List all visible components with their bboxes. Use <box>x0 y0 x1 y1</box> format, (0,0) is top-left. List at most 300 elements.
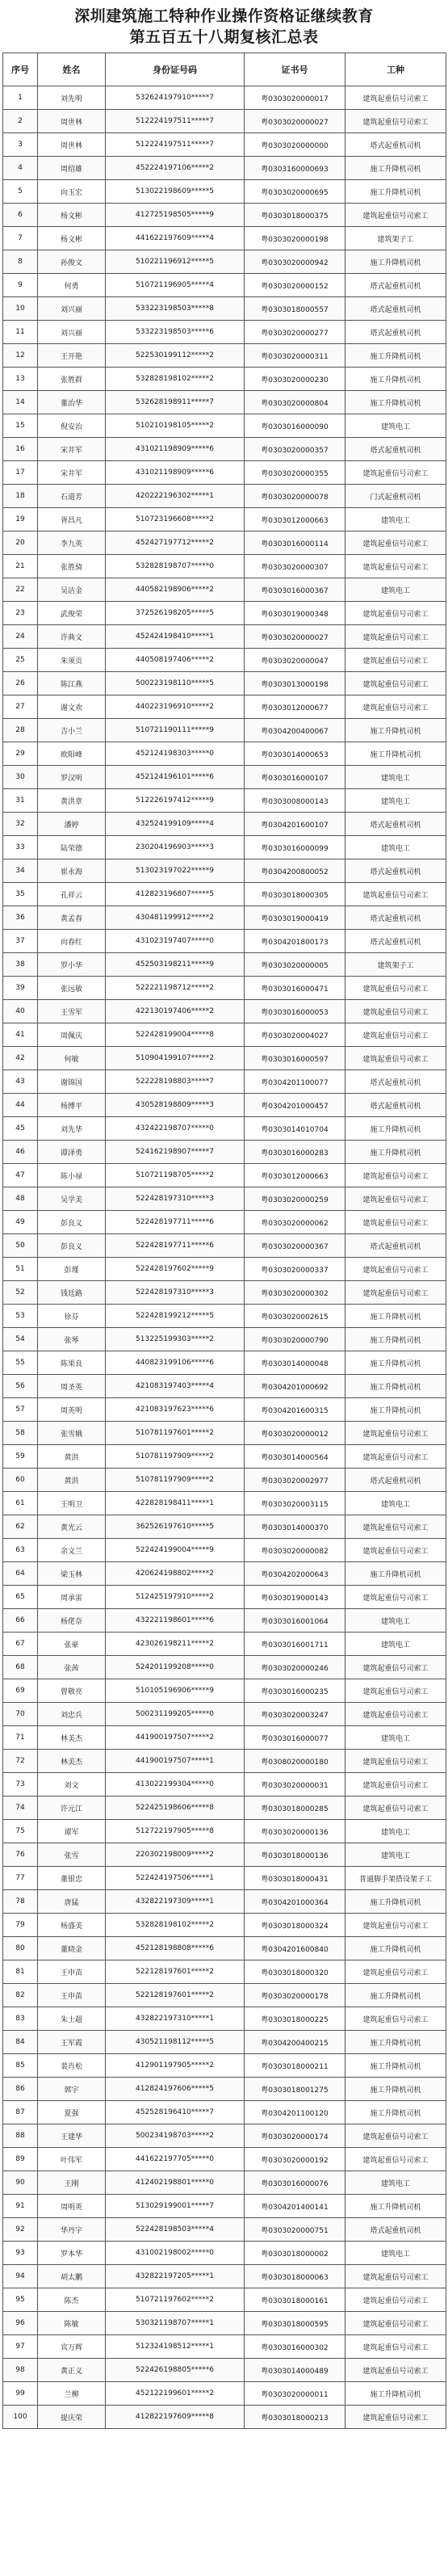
table-row <box>3 1047 446 1070</box>
table-row <box>3 859 446 883</box>
table-row <box>3 1796 446 1820</box>
cell-name: 董治华 <box>38 391 106 414</box>
table-row <box>3 1398 446 1422</box>
table-row <box>3 2218 446 2242</box>
cell-name: 周绍雄 <box>38 157 106 180</box>
cell-seq: 93 <box>3 2242 38 2265</box>
cell-job-type: 建筑起重信号司索工 <box>345 1539 446 1562</box>
cell-name: 杨盛美 <box>38 1914 106 1937</box>
cell-job-type: 施工升降机司机 <box>345 2031 446 2054</box>
cell-id-number: 510781197909*****2 <box>106 1445 245 1469</box>
table-row <box>3 1281 446 1305</box>
cell-seq: 43 <box>3 1070 38 1094</box>
cell-name: 王明卫 <box>38 1492 106 1515</box>
cell-name: 王建华 <box>38 2124 106 2148</box>
cell-cert-number: 粤0303020000198 <box>245 227 345 250</box>
cell-seq: 54 <box>3 1328 38 1351</box>
table-row <box>3 1375 446 1398</box>
table-row <box>3 86 446 110</box>
table-row <box>3 1960 446 1984</box>
cell-id-number: 512224197511*****7 <box>106 133 245 157</box>
cell-seq: 45 <box>3 1117 38 1141</box>
table-row <box>3 321 446 344</box>
cell-job-type: 建筑起重信号司索工 <box>345 2007 446 2031</box>
cell-job-type: 塔式起重机司机 <box>345 859 446 883</box>
cell-seq: 72 <box>3 1750 38 1773</box>
cell-name: 黄孟春 <box>38 906 106 930</box>
cell-id-number: 500234198703*****2 <box>106 2124 245 2148</box>
cell-cert-number: 粤0303020000367 <box>245 1234 345 1258</box>
cell-job-type: 建筑起重信号司索工 <box>345 1656 446 1679</box>
cell-cert-number: 粤0304200800052 <box>245 859 345 883</box>
cell-job-type: 建筑起重信号司索工 <box>345 1960 446 1984</box>
table-row <box>3 297 446 321</box>
cell-seq: 42 <box>3 1047 38 1070</box>
cell-id-number: 513225199303*****2 <box>106 1328 245 1351</box>
cell-job-type: 塔式起重机司机 <box>345 1070 446 1094</box>
cell-seq: 1 <box>3 86 38 110</box>
table-row <box>3 1703 446 1726</box>
cell-id-number: 513022198609*****5 <box>106 180 245 204</box>
cell-name: 梁玉林 <box>38 1562 106 1586</box>
cell-cert-number: 粤0303018000211 <box>245 2054 345 2078</box>
cell-job-type: 门式起重机司机 <box>345 485 446 508</box>
cell-job-type: 施工升降机司机 <box>345 1117 446 1141</box>
cell-job-type: 施工升降机司机 <box>345 391 446 414</box>
cell-id-number: 522428199004*****8 <box>106 1023 245 1047</box>
cell-id-number: 412822197609*****8 <box>106 2406 245 2429</box>
cell-name: 陈果良 <box>38 1351 106 1375</box>
cell-id-number: 430528198809*****3 <box>106 1094 245 1117</box>
cell-seq: 57 <box>3 1398 38 1422</box>
cell-seq: 94 <box>3 2265 38 2288</box>
cell-name: 彭瑾 <box>38 1258 106 1281</box>
table-row <box>3 1211 446 1234</box>
table-row <box>3 204 446 227</box>
cell-id-number: 522428199212*****5 <box>106 1305 245 1328</box>
cell-job-type: 建筑起重信号司索工 <box>345 649 446 672</box>
cell-seq: 29 <box>3 742 38 766</box>
cell-cert-number: 粤0303018001275 <box>245 2078 345 2101</box>
cell-job-type: 建筑电工 <box>345 836 446 859</box>
cell-seq: 10 <box>3 297 38 321</box>
cell-name: 宋井军 <box>38 461 106 485</box>
table-row <box>3 2406 446 2429</box>
cell-id-number: 412901197905*****2 <box>106 2054 245 2078</box>
cell-id-number: 412402198801*****0 <box>106 2171 245 2195</box>
cell-cert-number: 粤0304201000364 <box>245 1890 345 1914</box>
cell-id-number: 512425197910*****2 <box>106 1586 245 1609</box>
cell-id-number: 440582198906*****2 <box>106 578 245 602</box>
cell-seq: 25 <box>3 649 38 672</box>
table-row <box>3 1937 446 1960</box>
cell-seq: 20 <box>3 532 38 555</box>
cell-seq: 51 <box>3 1258 38 1281</box>
cell-job-type: 塔式起重机司机 <box>345 274 446 297</box>
cell-id-number: 432221198601*****6 <box>106 1609 245 1633</box>
table-row <box>3 1117 446 1141</box>
table-row <box>3 625 446 649</box>
cell-id-number: 432422198707*****0 <box>106 1117 245 1141</box>
cell-id-number: 440823199106*****6 <box>106 1351 245 1375</box>
cell-job-type: 建筑起重信号司索工 <box>345 1023 446 1047</box>
cell-cert-number: 粤0303020000337 <box>245 1258 345 1281</box>
table-row <box>3 461 446 485</box>
cell-cert-number: 粤0303012000663 <box>245 508 345 532</box>
cell-name: 李九英 <box>38 532 106 555</box>
cell-cert-number: 粤0304200400067 <box>245 719 345 742</box>
cell-id-number: 522428197711*****6 <box>106 1234 245 1258</box>
cell-job-type: 施工升降机司机 <box>345 157 446 180</box>
cell-name: 宋井军 <box>38 438 106 461</box>
cell-job-type: 施工升降机司机 <box>345 742 446 766</box>
cell-cert-number: 粤0303020000027 <box>245 625 345 649</box>
cell-job-type: 施工升降机司机 <box>345 2382 446 2406</box>
cell-cert-number: 粤0303008000143 <box>245 789 345 813</box>
cell-seq: 47 <box>3 1164 38 1187</box>
cell-seq: 5 <box>3 180 38 204</box>
cell-cert-number: 粤0303018000002 <box>245 2242 345 2265</box>
document-title <box>0 0 448 48</box>
cell-job-type: 施工升降机司机 <box>345 2054 446 2078</box>
table-row <box>3 1351 446 1375</box>
cell-id-number: 432822197309*****1 <box>106 1890 245 1914</box>
cell-seq: 22 <box>3 578 38 602</box>
cell-seq: 37 <box>3 930 38 953</box>
cell-id-number: 441900197507*****1 <box>106 1750 245 1773</box>
cell-seq: 58 <box>3 1422 38 1445</box>
cell-seq: 33 <box>3 836 38 859</box>
cell-job-type: 建筑起重信号司索工 <box>345 672 446 695</box>
cell-seq: 3 <box>3 133 38 157</box>
cell-id-number: 430521198112*****5 <box>106 2031 245 2054</box>
cell-name: 王开艳 <box>38 344 106 368</box>
cell-name: 潘婷 <box>38 813 106 836</box>
cell-id-number: 532624197910*****7 <box>106 86 245 110</box>
table-row <box>3 906 446 930</box>
cell-id-number: 441622197705*****0 <box>106 2148 245 2171</box>
cell-seq: 46 <box>3 1141 38 1164</box>
cell-job-type: 建筑电工 <box>345 2171 446 2195</box>
table-row <box>3 719 446 742</box>
cell-job-type: 建筑起重信号司索工 <box>345 1773 446 1796</box>
cell-name: 欧阳峰 <box>38 742 106 766</box>
cell-cert-number: 粤0303020000027 <box>245 110 345 133</box>
cell-seq: 87 <box>3 2101 38 2124</box>
cell-name: 张豪 <box>38 1633 106 1656</box>
cell-seq: 66 <box>3 1609 38 1633</box>
cell-job-type: 施工升降机司机 <box>345 344 446 368</box>
cell-name: 石道芳 <box>38 485 106 508</box>
cell-name: 胡太鹏 <box>38 2265 106 2288</box>
cell-job-type: 施工升降机司机 <box>345 2195 446 2218</box>
cell-id-number: 513023197022*****9 <box>106 859 245 883</box>
cell-job-type: 建筑电工 <box>345 2242 446 2265</box>
cell-cert-number: 粤0304201800173 <box>245 930 345 953</box>
cell-job-type: 施工升降机司机 <box>345 1890 446 1914</box>
cell-cert-number: 粤0303020000011 <box>245 2382 345 2406</box>
cell-id-number: 500223198110*****5 <box>106 672 245 695</box>
cell-name: 谢锦国 <box>38 1070 106 1094</box>
cell-name: 武俊荣 <box>38 602 106 625</box>
cell-cert-number: 粤0303013000198 <box>245 672 345 695</box>
cell-seq: 79 <box>3 1914 38 1937</box>
cell-job-type: 塔式起重机司机 <box>345 1094 446 1117</box>
cell-cert-number: 粤0303020000017 <box>245 86 345 110</box>
table-row <box>3 836 446 859</box>
cell-id-number: 452124198303*****0 <box>106 742 245 766</box>
cell-job-type: 施工升降机司机 <box>345 1375 446 1398</box>
cell-cert-number: 粤0304201000692 <box>245 1375 345 1398</box>
cell-job-type: 建筑起重信号司索工 <box>345 1796 446 1820</box>
cell-job-type: 塔式起重机司机 <box>345 813 446 836</box>
cell-job-type: 建筑起重信号司索工 <box>345 1281 446 1305</box>
table-row <box>3 485 446 508</box>
table-row <box>3 1094 446 1117</box>
cell-seq: 9 <box>3 274 38 297</box>
table-row <box>3 1984 446 2007</box>
table-row <box>3 1890 446 1914</box>
table-row <box>3 672 446 695</box>
cell-id-number: 532628198911*****7 <box>106 391 245 414</box>
cell-cert-number: 粤0303018000305 <box>245 883 345 906</box>
cell-id-number: 522424199004*****9 <box>106 1539 245 1562</box>
header-cert: 证书号 <box>245 53 345 86</box>
cell-cert-number: 粤0303018000557 <box>245 297 345 321</box>
cell-seq: 39 <box>3 977 38 1000</box>
cell-seq: 63 <box>3 1539 38 1562</box>
cell-job-type: 建筑起重信号司索工 <box>345 883 446 906</box>
cell-name: 黄洪 <box>38 1445 106 1469</box>
table-row <box>3 414 446 438</box>
cell-name: 张雪娥 <box>38 1422 106 1445</box>
cell-seq: 11 <box>3 321 38 344</box>
cell-id-number: 421083197403*****4 <box>106 1375 245 1398</box>
cell-id-number: 431021198909*****6 <box>106 461 245 485</box>
cell-job-type: 建筑起重信号司索工 <box>345 1211 446 1234</box>
cell-cert-number: 粤0303020000152 <box>245 274 345 297</box>
cell-seq: 34 <box>3 859 38 883</box>
cell-seq: 67 <box>3 1633 38 1656</box>
cell-id-number: 510721190111*****9 <box>106 719 245 742</box>
cell-seq: 41 <box>3 1023 38 1047</box>
cell-name: 刘文 <box>38 1773 106 1796</box>
cell-seq: 99 <box>3 2382 38 2406</box>
cell-name: 曾敬亮 <box>38 1679 106 1703</box>
cell-name: 张胜群 <box>38 368 106 391</box>
cell-id-number: 510781197601*****2 <box>106 1422 245 1445</box>
cell-id-number: 530321198707*****1 <box>106 2312 245 2335</box>
cell-cert-number: 粤0303018000063 <box>245 2265 345 2288</box>
cell-id-number: 431021198909*****6 <box>106 438 245 461</box>
cell-id-number: 432524199109*****4 <box>106 813 245 836</box>
cell-job-type: 塔式起重机司机 <box>345 2218 446 2242</box>
cell-job-type: 施工升降机司机 <box>345 2101 446 2124</box>
cell-name: 陆荣德 <box>38 836 106 859</box>
cell-seq: 21 <box>3 555 38 578</box>
cell-seq: 6 <box>3 204 38 227</box>
cell-cert-number: 粤0303012000663 <box>245 1164 345 1187</box>
cell-cert-number: 粤0303020000000 <box>245 133 345 157</box>
cell-job-type: 建筑起重信号司索工 <box>345 2406 446 2429</box>
table-row <box>3 1258 446 1281</box>
cell-seq: 95 <box>3 2288 38 2312</box>
cell-job-type: 建筑起重信号司索工 <box>345 532 446 555</box>
cell-name: 华丹宇 <box>38 2218 106 2242</box>
cell-cert-number: 粤0303016000099 <box>245 836 345 859</box>
cell-name: 张茜 <box>38 1656 106 1679</box>
table-row <box>3 1750 446 1773</box>
cell-seq: 49 <box>3 1211 38 1234</box>
cell-cert-number: 粤0303020000062 <box>245 1211 345 1234</box>
cell-job-type: 施工升降机司机 <box>345 1984 446 2007</box>
cell-id-number: 522428198503*****4 <box>106 2218 245 2242</box>
cell-id-number: 522228198803*****7 <box>106 1070 245 1094</box>
cell-cert-number: 粤0303018000431 <box>245 1867 345 1890</box>
cell-name: 黄正义 <box>38 2359 106 2382</box>
table-row <box>3 1234 446 1258</box>
table-row <box>3 1000 446 1023</box>
cell-name: 周明英 <box>38 2195 106 2218</box>
cell-job-type: 建筑起重信号司索工 <box>345 1914 446 1937</box>
cell-job-type: 建筑起重信号司索工 <box>345 1187 446 1211</box>
cell-name: 向玉宏 <box>38 180 106 204</box>
cell-id-number: 510721197602*****2 <box>106 2288 245 2312</box>
cell-job-type: 建筑起重信号司索工 <box>345 2335 446 2359</box>
cell-seq: 68 <box>3 1656 38 1679</box>
cell-name: 刘先明 <box>38 86 106 110</box>
table-row <box>3 883 446 906</box>
cell-id-number: 421083197623*****6 <box>106 1398 245 1422</box>
cell-job-type: 施工升降机司机 <box>345 1305 446 1328</box>
cell-seq: 30 <box>3 766 38 789</box>
cell-name: 吉小兰 <box>38 719 106 742</box>
cell-seq: 48 <box>3 1187 38 1211</box>
cell-cert-number: 粤0303018000213 <box>245 2406 345 2429</box>
table-row <box>3 1164 446 1187</box>
cell-seq: 53 <box>3 1305 38 1328</box>
cell-name: 余文兰 <box>38 1539 106 1562</box>
cell-id-number: 524162198907*****7 <box>106 1141 245 1164</box>
cell-name: 董银忠 <box>38 1867 106 1890</box>
cell-job-type: 建筑电工 <box>345 1609 446 1633</box>
table-row <box>3 368 446 391</box>
cell-id-number: 510781197909*****2 <box>106 1469 245 1492</box>
table-row <box>3 1914 446 1937</box>
table-row <box>3 2078 446 2101</box>
cell-seq: 27 <box>3 695 38 719</box>
cell-name: 夏强 <box>38 2101 106 2124</box>
cell-seq: 91 <box>3 2195 38 2218</box>
table-row <box>3 2335 446 2359</box>
cell-job-type: 建筑起重信号司索工 <box>345 625 446 649</box>
cell-name: 王刚 <box>38 2171 106 2195</box>
cell-cert-number: 粤0303020000307 <box>245 555 345 578</box>
cell-job-type: 塔式起重机司机 <box>345 906 446 930</box>
cell-seq: 100 <box>3 2406 38 2429</box>
cell-name: 刘先华 <box>38 1117 106 1141</box>
cell-name: 陈敏 <box>38 2312 106 2335</box>
cell-cert-number: 粤0303016001711 <box>245 1633 345 1656</box>
cell-seq: 38 <box>3 953 38 977</box>
cell-name: 谭军 <box>38 1820 106 1843</box>
cell-seq: 31 <box>3 789 38 813</box>
table-row <box>3 1843 446 1867</box>
cell-id-number: 452224197106*****2 <box>106 157 245 180</box>
table-row <box>3 1141 446 1164</box>
cell-seq: 8 <box>3 250 38 274</box>
cell-id-number: 452124196101*****6 <box>106 766 245 789</box>
table-row <box>3 1023 446 1047</box>
table-row <box>3 1515 446 1539</box>
cell-id-number: 522128197601*****2 <box>106 1960 245 1984</box>
cell-id-number: 413022199304*****0 <box>106 1773 245 1796</box>
header-seq: 序号 <box>3 53 38 86</box>
cell-job-type: 施工升降机司机 <box>345 180 446 204</box>
cell-job-type: 建筑起重信号司索工 <box>345 555 446 578</box>
table-row <box>3 344 446 368</box>
cell-cert-number: 粤0303018000320 <box>245 1960 345 1984</box>
cell-name: 许典文 <box>38 625 106 649</box>
cell-name: 宾万辉 <box>38 2335 106 2359</box>
cell-seq: 13 <box>3 368 38 391</box>
cell-id-number: 512224197511*****7 <box>106 110 245 133</box>
cell-cert-number: 粤0303019000419 <box>245 906 345 930</box>
cell-cert-number: 粤0303014000653 <box>245 742 345 766</box>
cell-job-type: 建筑架子工 <box>345 227 446 250</box>
cell-seq: 70 <box>3 1703 38 1726</box>
cell-id-number: 431002198002*****0 <box>106 2242 245 2265</box>
cell-name: 刘兴丽 <box>38 321 106 344</box>
cell-id-number: 432822197310*****1 <box>106 2007 245 2031</box>
cell-name: 谭泽勇 <box>38 1141 106 1164</box>
cell-cert-number: 粤0303020000259 <box>245 1187 345 1211</box>
cell-cert-number: 粤0303020000082 <box>245 1539 345 1562</box>
cell-id-number: 510904199107*****2 <box>106 1047 245 1070</box>
cell-job-type: 建筑起重信号司索工 <box>345 1750 446 1773</box>
cell-job-type: 塔式起重机司机 <box>345 297 446 321</box>
table-row <box>3 813 446 836</box>
cell-job-type: 建筑起重信号司索工 <box>345 2359 446 2382</box>
cell-seq: 60 <box>3 1469 38 1492</box>
table-row <box>3 1633 446 1656</box>
cell-name: 孙俊文 <box>38 250 106 274</box>
cell-name: 黄光云 <box>38 1515 106 1539</box>
cell-id-number: 512226197412*****9 <box>106 789 245 813</box>
cell-seq: 14 <box>3 391 38 414</box>
cell-job-type: 施工升降机司机 <box>345 719 446 742</box>
cell-seq: 90 <box>3 2171 38 2195</box>
cell-id-number: 440508197406*****2 <box>106 649 245 672</box>
cell-name: 何勇 <box>38 274 106 297</box>
cell-seq: 61 <box>3 1492 38 1515</box>
cell-cert-number: 粤0303018000161 <box>245 2288 345 2312</box>
cell-name: 陈杰 <box>38 2288 106 2312</box>
cell-seq: 23 <box>3 602 38 625</box>
cell-seq: 80 <box>3 1937 38 1960</box>
table-row <box>3 2007 446 2031</box>
cell-seq: 97 <box>3 2335 38 2359</box>
table-row <box>3 2054 446 2078</box>
table-row <box>3 1726 446 1750</box>
cell-name: 胥昌凡 <box>38 508 106 532</box>
summary-table <box>2 53 446 2429</box>
cell-cert-number: 粤0303020000790 <box>245 1328 345 1351</box>
cell-id-number: 522221198712*****2 <box>106 977 245 1000</box>
cell-id-number: 362526197610*****5 <box>106 1515 245 1539</box>
cell-name: 朱须贡 <box>38 649 106 672</box>
cell-seq: 59 <box>3 1445 38 1469</box>
